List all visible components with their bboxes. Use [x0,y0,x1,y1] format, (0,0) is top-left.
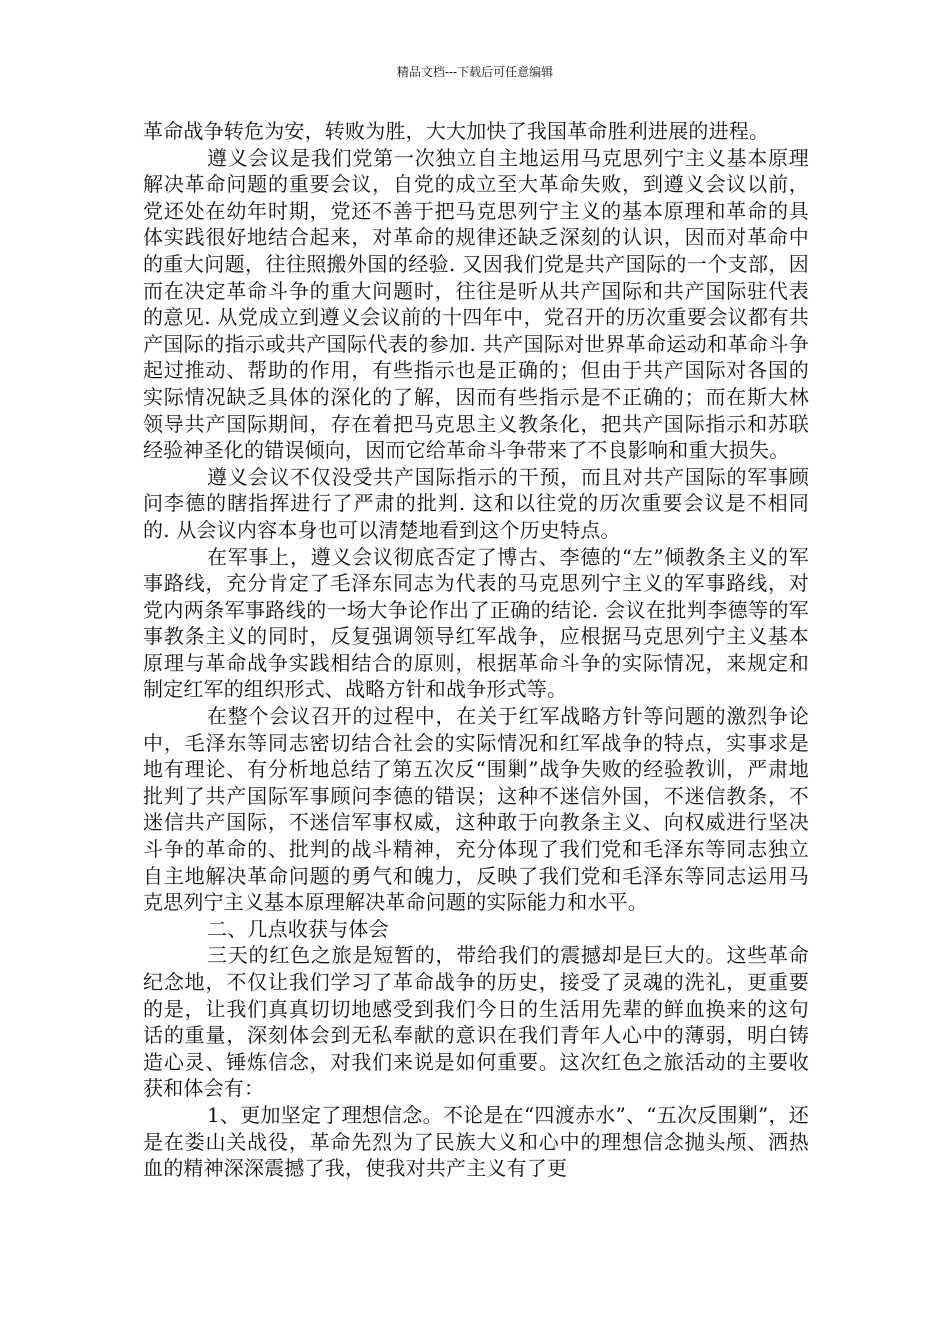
paragraph: 三天的红色之旅是短暂的，带给我们的震撼却是巨大的。这些革命纪念地，不仅让我们学习了革命战争的历史，接受了灵魂的洗礼，更重要的是，让我们真真切切地感受到我们今日的生活用先辈的鲜血换来的这句话的重量，深刻体会到无私奉献的意识在我们青年人心中的薄弱，明白铸造心灵、锤炼信念，对我们来说是如何重要。这次红色之旅活动的主要收获和体会有： [143,943,809,1101]
paragraph: 在军事上，遵义会议彻底否定了博古、李德的“左”倾教条主义的军事路线，充分肯定了毛泽东同志为代表的马克思列宁主义的军事路线，对党内两条军事路线的一场大争论作出了正确的结论. 会议在批判李德等的军事教条主义的同时，反复强调领导红军战争，应根据马克思列宁主义基本原理与革命战争实践相结合的原则，根据革命斗争的实际情况，来规定和制定红军的组织形式、战略方针和战争形式等。 [143,544,809,702]
paragraph: 1、更加坚定了理想信念。不论是在“四渡赤水”、“五次反围剿”，还是在娄山关战役，革命先烈为了民族大义和心中的理想信念抛头颅、洒热血的精神深深震撼了我，使我对共产主义有了更 [143,1102,809,1181]
page-header: 精品文档---下载后可任意编辑 [396,65,554,79]
section-heading: 二、几点收获与体会 [207,916,389,941]
paragraph: 在整个会议召开的过程中，在关于红军战略方针等问题的激烈争论中，毛泽东等同志密切结合社会的实际情况和红军战争的特点，实事求是地有理论、有分析地总结了第五次反“围剿”战争失败的经验教训，严肃地批判了共产国际军事顾问李德的错误；这种不迷信外国，不迷信教条，不迷信共产国际，不迷信军事权威，这种敢于向教条主义、向权威进行坚决斗争的革命的、批判的战斗精神，充分体现了我们党和毛泽东等同志独立自主地解决革命问题的勇气和魄力，反映了我们党和毛泽东等同志运用马克思列宁主义基本原理解决革命问题的实际能力和水平。 [143,704,809,915]
paragraph: 遵义会议是我们党第一次独立自主地运用马克思列宁主义基本原理解决革命问题的重要会议，自党的成立至大革命失败，到遵义会议以前，党还处在幼年时期，党还不善于把马克思列宁主义的基本原理和革命的具体实践很好地结合起来，对革命的规律还缺乏深刻的认识，因而对革命中的重大问题，往往照搬外国的经验. 又因我们党是共产国际的一个支部，因而在决定革命斗争的重大问题时，往往是听从共产国际和共产国际驻代表的意见. 从党成立到遵义会议前的十四年中，党召开的历次重要会议都有共产国际的指示或共产国际代表的参加. 共产国际对世界革命运动和革命斗争起过推动、帮助的作用，有些指示也是正确的；但由于共产国际对各国的实际情况缺乏具体的深化的了解，因而有些指示是不正确的；而在斯大林领导共产国际期间，存在着把马克思主义教条化，把共产国际指示和苏联经验神圣化的错误倾向，因而它给革命斗争带来了不良影响和重大损失。 [143,145,809,463]
document-body [143,118,809,1182]
paragraph: 革命战争转危为安，转败为胜，大大加快了我国革命胜利进展的进程。 [143,119,770,143]
paragraph: 遵义会议不仅没受共产国际指示的干预，而且对共产国际的军事顾问李德的瞎指挥进行了严肃的批判. 这和以往党的历次重要会议是不相同的. 从会议内容本身也可以清楚地看到这个历史特点。 [143,464,809,542]
